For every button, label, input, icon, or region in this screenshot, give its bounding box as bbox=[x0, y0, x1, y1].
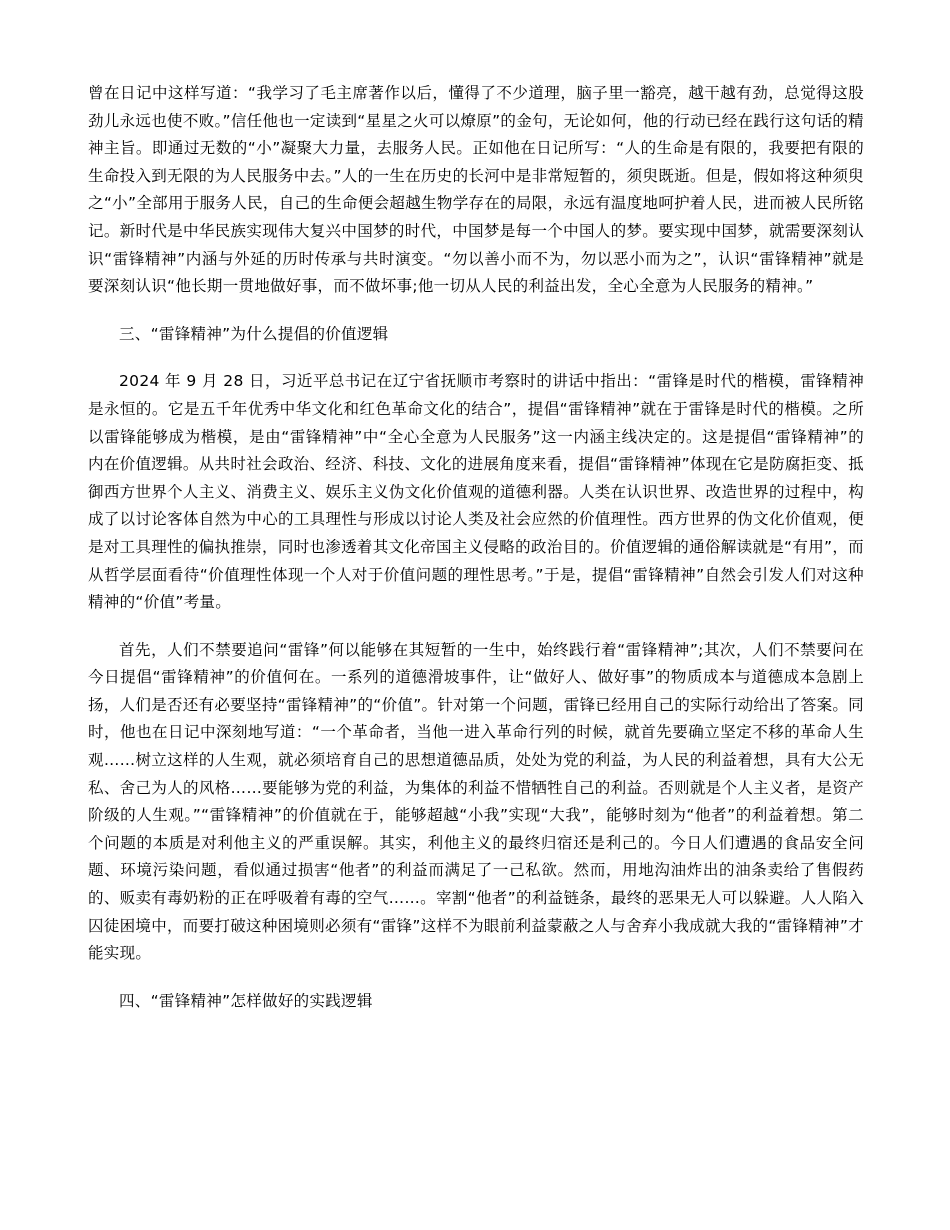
section-heading: 四、“雷锋精神”怎样做好的实践逻辑 bbox=[119, 991, 373, 1010]
paragraph-gap bbox=[88, 968, 864, 988]
paragraph-gap bbox=[88, 617, 864, 637]
section-heading: 三、“雷锋精神”为什么提倡的价值逻辑 bbox=[119, 324, 389, 343]
body-paragraph: 首先，人们不禁要追问“雷锋”何以能够在其短暂的一生中，始终践行着“雷锋精神”;其次，人们不禁要问在今日提倡“雷锋精神”的价值何在。一系列的道德滑坡事件，让“做好人、做好事”的物质成本与道德成本急剧上扬，人们是否还有必要坚持“雷锋精神”的“价值”。针对第一个问题，雷锋已经用自己的实际行动给出了答案。同时，他也在日记中深刻地写道：“一个革命者，当他一进入革命行列的时候，就首先要确立坚定不移的革命人生观……树立这样的人生观，就必须培育自己的思想道德品质，处处为党的利益，为人民的利益着想，具有大公无私、舍己为人的风格……要能够为党的利益，为集体的利益不惜牺牲自己的利益。否则就是个人主义者，是资产阶级的人生观。”“雷锋精神”的价值就在于，能够超越“小我”实现“大我”，能够时刻为“他者”的利益着想。第二个问题的本质是对利他主义的严重误解。其实，利他主义的最终归宿还是利己的。今日人们遭遇的食品安全问题、环境污染问题，看似通过损害“他者”的利益而满足了一己私欲。然而，用地沟油炸出的油条卖给了售假药的、贩卖有毒奶粉的正在呼吸着有毒的空气……。宰割“他者”的利益链条，最终的恶果无人可以躲避。人人陷入囚徒困境中，而要打破这种困境则必须有“雷锋”这样不为眼前利益蒙蔽之人与舍弃小我成就大我的“雷锋精神”才能实现。 bbox=[88, 640, 864, 963]
paragraph-gap bbox=[88, 301, 864, 321]
body-paragraph: 曾在日记中这样写道：“我学习了毛主席著作以后，懂得了不少道理，脑子里一豁亮，越干越有劲，总觉得这股劲儿永远也使不败。”信任他也一定读到“星星之火可以燎原”的金句，无论如何，他的行动已经在践行这句话的精神主旨。即通过无数的“小”凝聚大力量，去服务人民。正如他在日记所写：“人的生命是有限的，我要把有限的生命投入到无限的为人民服务中去。”人的一生在历史的长河中是非常短暂的，须臾既逝。但是，假如将这种须臾之“小”全部用于服务人民，自己的生命便会超越生物学存在的局限，永远有温度地呵护着人民，进而被人民所铭记。新时代是中华民族实现伟大复兴中国梦的时代，中国梦是每一个中国人的梦。要实现中国梦，就需要深刻认识“雷锋精神”内涵与外延的历时传承与共时演变。“勿以善小而不为，勿以恶小而为之”，认识“雷锋精神”就是要深刻认识“他长期一贯地做好事，而不做坏事;他一切从人民的利益出发，全心全意为人民服务的精神。” bbox=[88, 84, 864, 296]
document-page bbox=[88, 80, 864, 1015]
body-paragraph: 2024 年 9 月 28 日，习近平总书记在辽宁省抚顺市考察时的讲话中指出：“雷锋是时代的楷模，雷锋精神是永恒的。它是五千年优秀中华文化和红色革命文化的结合”，提倡“雷锋精神”就在于雷锋是时代的楷模。之所以雷锋能够成为楷模，是由“雷锋精神”中“全心全意为人民服务”这一内涵主线决定的。这是提倡“雷锋精神”的内在价值逻辑。从共时社会政治、经济、科技、文化的进展角度来看，提倡“雷锋精神”体现在它是防腐拒变、抵御西方世界个人主义、消费主义、娱乐主义伪文化价值观的道德利器。人类在认识世界、改造世界的过程中，构成了以讨论客体自然为中心的工具理性与形成以讨论人类及社会应然的价值理性。西方世界的伪文化价值观，便是对工具理性的偏执推崇，同时也渗透着其文化帝国主义侵略的政治目的。价值逻辑的通俗解读就是“有用”，而从哲学层面看待“价值理性体现一个人对于价值问题的理性思考。”于是，提倡“雷锋精神”自然会引发人们对这种精神的“价值”考量。 bbox=[88, 372, 864, 612]
paragraph-gap bbox=[88, 348, 864, 368]
